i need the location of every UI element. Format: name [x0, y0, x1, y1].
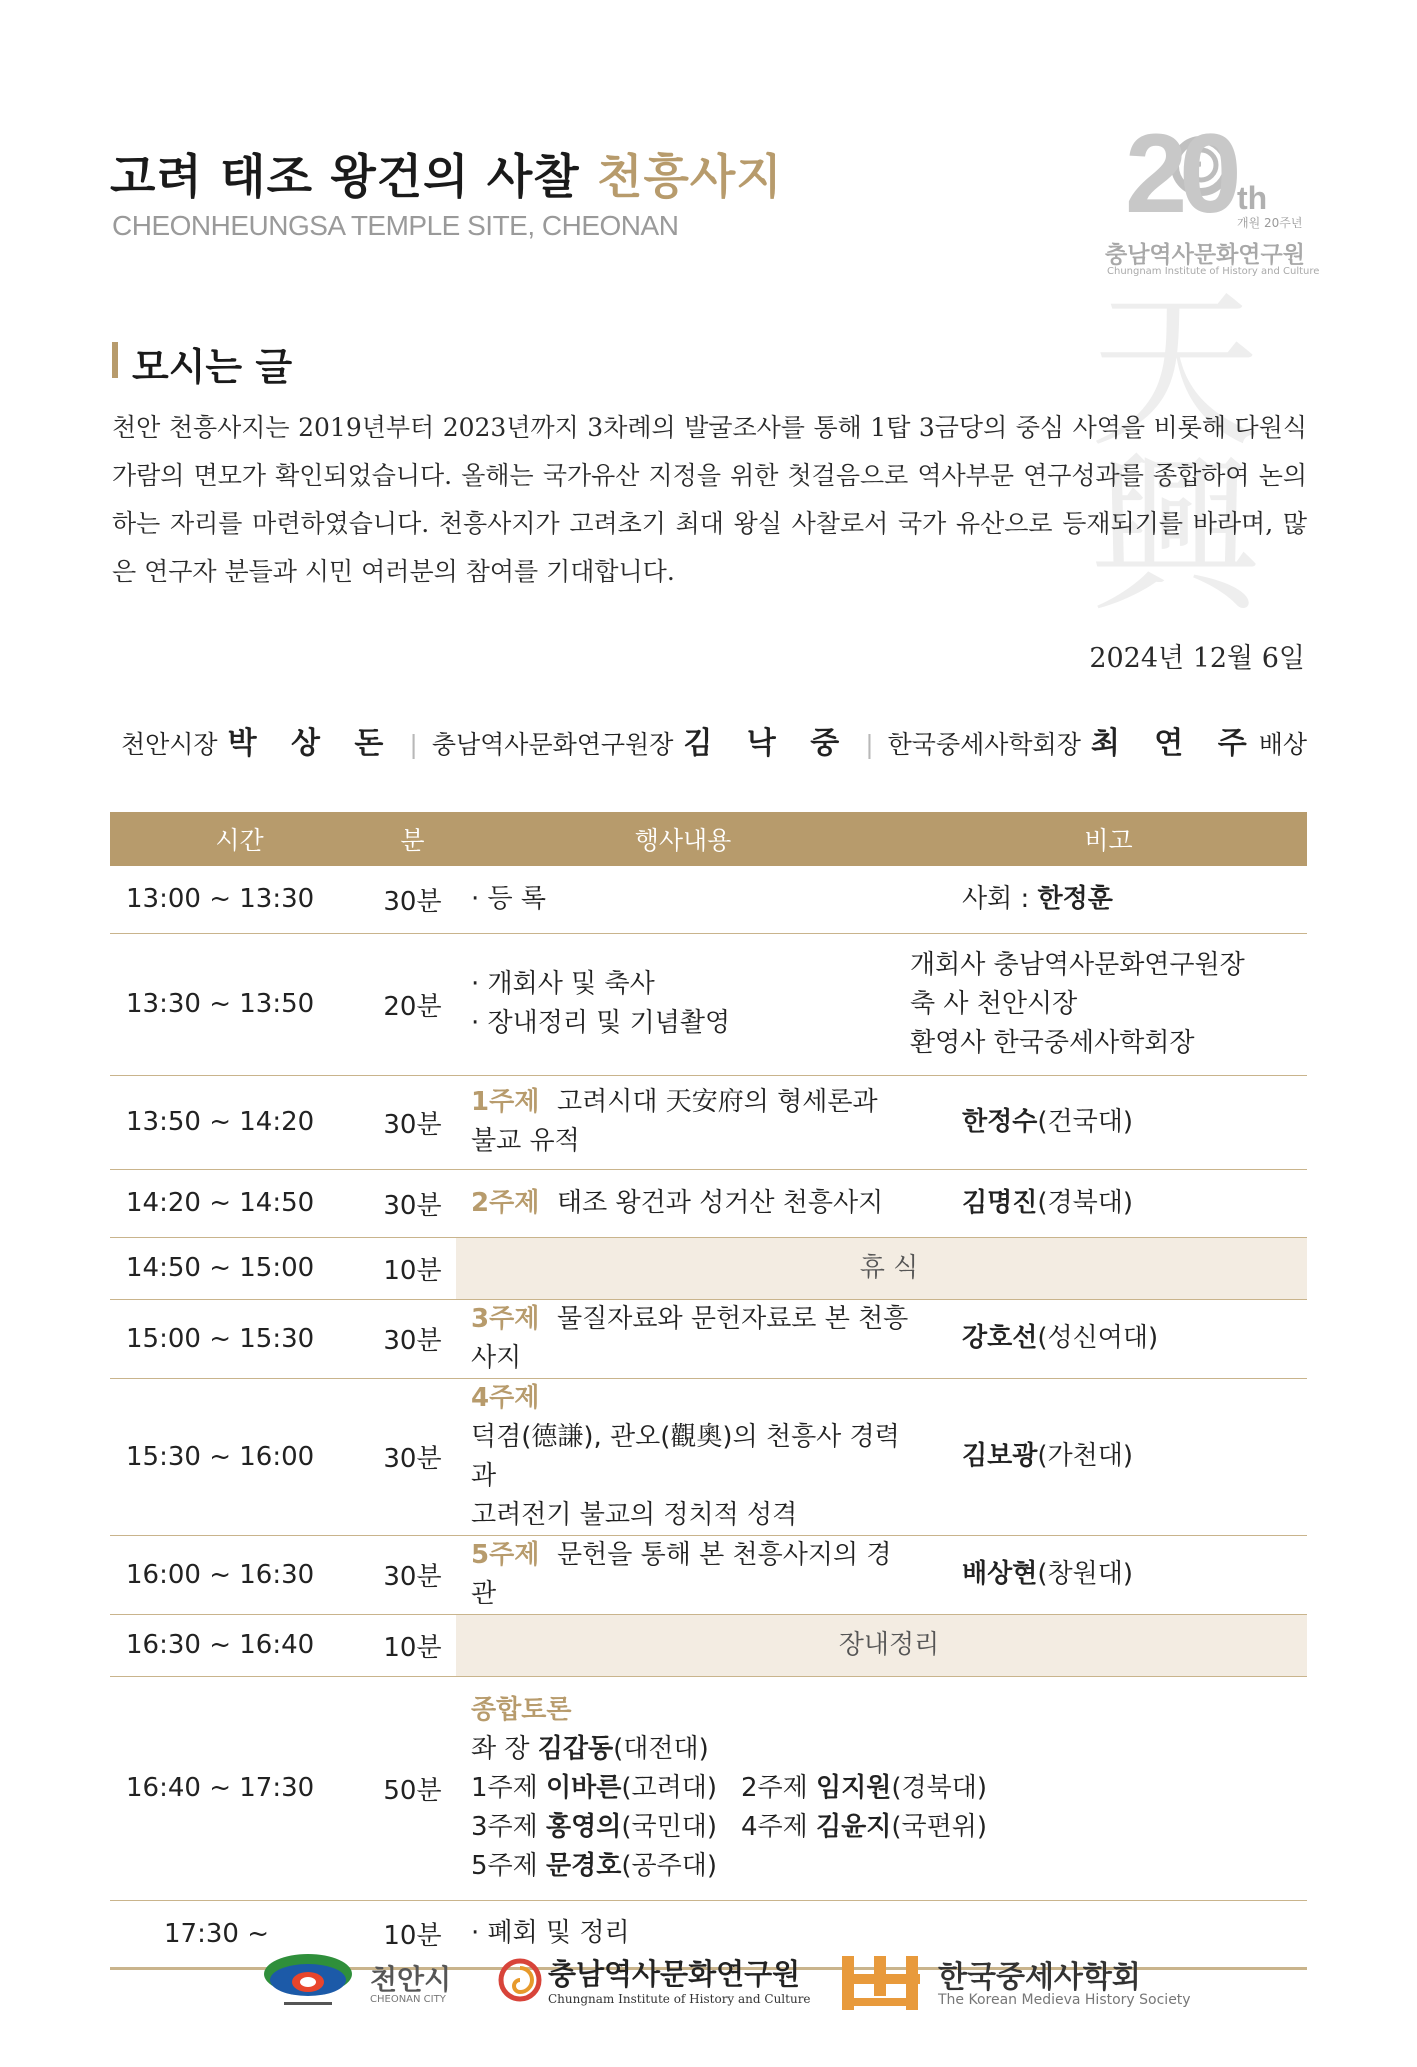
- topic-title: 물질자료와 문헌자료로 본 천흥사지: [471, 1303, 909, 1373]
- panelist: [471, 1851, 717, 1881]
- header-note: 비고: [910, 812, 1307, 866]
- table-row: [110, 1299, 1307, 1378]
- row-time: 14:20 ~ 14:50: [110, 1169, 369, 1237]
- speaker-affiliation: (경북대): [1037, 1187, 1133, 1218]
- row-minutes: 30분: [369, 866, 456, 933]
- discussion-row: [471, 1847, 1307, 1886]
- chungnam-emblem-icon: [498, 1958, 542, 2002]
- anniversary-label: 개원 20주년: [1237, 216, 1303, 230]
- signer-name: 김 낙 중: [683, 726, 852, 761]
- panelist-name: 이바른: [546, 1772, 622, 1803]
- greeting-date: 2024년 12월 6일: [1089, 643, 1305, 674]
- signer-role: 충남역사문화연구원장: [431, 730, 674, 759]
- note-line: 환영사 한국중세사학회장: [910, 1027, 1195, 1058]
- closing: 배상: [1258, 730, 1307, 759]
- panelist-label: 5주제: [471, 1850, 547, 1881]
- panelist-affiliation: (국민대): [621, 1811, 718, 1842]
- speaker-name: 김명진: [962, 1187, 1038, 1218]
- row-note: [910, 866, 1307, 933]
- row-note: [910, 933, 1307, 1075]
- table-row: [110, 933, 1307, 1075]
- discussion-panel: [456, 1676, 1307, 1900]
- cheonan-logo-text: 천안시: [370, 1963, 452, 1996]
- greeting-body: 천안 천흥사지는 2019년부터 2023년까지 3차례의 발굴조사를 통해 1탑 3금당의 중심 사역을 비롯해 다원식 가람의 면모가 확인되었습니다. 올해는 국가유산 지정을 위한 첫걸음으로 역사부문 연구성과를 종합하여 논의하는 자리를 마련하였습니다. 천흥사지가 고려초기 최대 왕실 사찰로서 국가 유산으로 등재되기를 바라며, 많은 연구자 분들과 시민 여러분의 참여를 기대합니다.: [112, 413, 1307, 586]
- row-minutes: 30분: [369, 1378, 456, 1535]
- signer-name: 최 연 주: [1090, 726, 1259, 761]
- chungnam-logo-en: Chungnam Institute of History and Culture: [548, 1992, 811, 2006]
- society-emblem-icon: [840, 1952, 922, 2014]
- table-row: [110, 1378, 1307, 1535]
- row-minutes: 10분: [369, 1900, 456, 1968]
- speaker-name: 배상현: [962, 1559, 1038, 1589]
- panelist: [741, 1812, 987, 1842]
- panelist-affiliation: (경북대): [891, 1772, 988, 1803]
- panelist: [741, 1773, 987, 1803]
- row-activity: [456, 1169, 910, 1237]
- row-minutes: 50분: [369, 1676, 456, 1900]
- calligraphy-watermark: 天 興: [1089, 273, 1260, 636]
- row-time: 16:00 ~ 16:30: [110, 1535, 369, 1614]
- page-subtitle: CHEONHEUNGSA TEMPLE SITE, CHEONAN: [112, 210, 679, 241]
- anniversary-th: th: [1237, 180, 1268, 216]
- discussion-chair: [471, 1730, 1307, 1769]
- panelist-affiliation: (공주대): [621, 1850, 718, 1881]
- row-time: 16:40 ~ 17:30: [110, 1676, 369, 1900]
- header-activity: 행사내용: [456, 812, 910, 866]
- table-row: [110, 1075, 1307, 1169]
- panelist-label: 2주제: [741, 1772, 817, 1803]
- break-label: 장내정리: [456, 1614, 1307, 1676]
- anniversary-number: 20: [1125, 111, 1234, 236]
- speaker-affiliation: (건국대): [1037, 1106, 1133, 1137]
- row-time: 15:00 ~ 15:30: [110, 1299, 369, 1378]
- divider: |: [865, 730, 874, 759]
- speaker-affiliation: (창원대): [1037, 1559, 1133, 1589]
- institute-name-en: Chungnam Institute of History and Culture: [1107, 266, 1320, 277]
- discussion-row: [471, 1808, 1307, 1847]
- note-person: 한정훈: [1037, 883, 1113, 914]
- section-heading-text: 모시는 글: [132, 345, 293, 389]
- row-time: 13:30 ~ 13:50: [110, 933, 369, 1075]
- signer-role: 천안시장: [120, 730, 218, 759]
- title-highlight: 천흥사지: [597, 150, 783, 205]
- topic-tag: 5주제: [471, 1539, 540, 1570]
- table-row-break: [110, 1237, 1307, 1299]
- row-note: [910, 1378, 1307, 1535]
- break-label: 휴 식: [456, 1237, 1307, 1299]
- panelist-label: 4주제: [741, 1811, 817, 1842]
- row-activity: · 폐회 및 정리: [456, 1900, 1307, 1968]
- signer-role: 한국중세사학회장: [887, 730, 1081, 759]
- panelist: [471, 1769, 741, 1808]
- cheonan-emblem-icon: [262, 1952, 354, 2012]
- topic-title: 고려시대 天安府의 형세론과 불교 유적: [471, 1087, 878, 1156]
- title-main: 고려 태조 왕건의 사찰: [110, 150, 598, 205]
- row-activity: [456, 1535, 910, 1614]
- page-title: [110, 140, 783, 207]
- row-minutes: 20분: [369, 933, 456, 1075]
- row-time: 16:30 ~ 16:40: [110, 1614, 369, 1676]
- panelist-label: 1주제: [471, 1772, 547, 1803]
- panelist-affiliation: (국편위): [891, 1811, 988, 1842]
- topic-tag: 3주제: [471, 1303, 540, 1334]
- header-minutes: 분: [369, 812, 456, 866]
- row-activity: [456, 1299, 910, 1378]
- cheonan-logo-en: CHEONAN CITY: [370, 1994, 446, 2005]
- society-logo-text: 한국중세사학회: [938, 1960, 1141, 1995]
- panelist-name: 문경호: [546, 1850, 622, 1881]
- row-time: 15:30 ~ 16:00: [110, 1378, 369, 1535]
- panelist-label: 3주제: [471, 1811, 547, 1842]
- chungnam-logo-text: 충남역사문화연구원: [548, 1957, 801, 1991]
- speaker-affiliation: (성신여대): [1037, 1323, 1159, 1353]
- note-prefix: 사회 :: [962, 883, 1038, 914]
- panelist: [471, 1808, 741, 1847]
- row-minutes: 30분: [369, 1535, 456, 1614]
- panelist-affiliation: (고려대): [621, 1772, 718, 1803]
- institute-name: 충남역사문화연구원: [1105, 242, 1305, 268]
- activity-line: · 개회사 및 축사: [471, 969, 655, 999]
- row-time: 13:50 ~ 14:20: [110, 1075, 369, 1169]
- topic-title: 문헌을 통해 본 천흥사지의 경관: [471, 1539, 892, 1609]
- discussion-title: 종합토론: [471, 1694, 572, 1725]
- society-logo-en: The Korean Medieva History Society: [938, 1992, 1191, 2008]
- chair-name: 김갑동: [537, 1733, 614, 1764]
- speaker-name: 김보광: [962, 1441, 1038, 1471]
- panelist-name: 김윤지: [816, 1811, 892, 1842]
- speaker-affiliation: (가천대): [1037, 1441, 1133, 1471]
- table-row: [110, 1676, 1307, 1900]
- row-activity: · 등 록: [456, 866, 910, 933]
- row-time: 14:50 ~ 15:00: [110, 1237, 369, 1299]
- row-minutes: 30분: [369, 1299, 456, 1378]
- row-minutes: 30분: [369, 1075, 456, 1169]
- anniversary-logo: [1105, 111, 1320, 278]
- speaker-name: 강호선: [962, 1323, 1038, 1353]
- signer-name: 박 상 돈: [227, 726, 396, 761]
- table-header-row: [110, 812, 1307, 866]
- speaker-name: 한정수: [962, 1106, 1038, 1137]
- row-note: [910, 1075, 1307, 1169]
- panelist-name: 임지원: [816, 1772, 892, 1803]
- signature-line: [121, 718, 1307, 762]
- table-row: [110, 866, 1307, 933]
- activity-line: · 장내정리 및 기념촬영: [471, 1008, 731, 1038]
- panelist-name: 홍영의: [546, 1811, 622, 1842]
- topic-title-line: 덕겸(德謙), 관오(觀奧)의 천흥사 경력과: [471, 1421, 900, 1491]
- row-minutes: 10분: [369, 1614, 456, 1676]
- row-minutes: 30분: [369, 1169, 456, 1237]
- table-row: [110, 1169, 1307, 1237]
- row-time: 17:30 ~: [110, 1900, 369, 1968]
- discussion-row: [471, 1769, 1307, 1808]
- section-heading: [110, 336, 292, 391]
- topic-title: 태조 왕건과 성거산 천흥사지: [557, 1187, 884, 1218]
- row-note: [910, 1535, 1307, 1614]
- topic-title-line: 고려전기 불교의 정치적 성격: [471, 1499, 798, 1530]
- topic-tag: 1주제: [471, 1087, 540, 1117]
- row-minutes: 10분: [369, 1237, 456, 1299]
- row-note: [910, 1299, 1307, 1378]
- chair-affiliation: (대전대): [613, 1733, 709, 1764]
- row-note: [910, 1169, 1307, 1237]
- divider: |: [409, 730, 418, 759]
- chair-label: 좌 장: [471, 1733, 538, 1764]
- table-row: [110, 1535, 1307, 1614]
- row-activity: [456, 933, 910, 1075]
- row-activity: [456, 1378, 910, 1535]
- topic-tag: 4주제: [471, 1382, 540, 1413]
- table-row-break: [110, 1614, 1307, 1676]
- row-time: 13:00 ~ 13:30: [110, 866, 369, 933]
- topic-tag: 2주제: [471, 1187, 540, 1218]
- header-time: 시간: [110, 812, 369, 866]
- schedule-table: [110, 812, 1307, 1970]
- note-line: 개회사 충남역사문화연구원장: [910, 949, 1245, 980]
- row-activity: [456, 1075, 910, 1169]
- note-line: 축 사 천안시장: [910, 988, 1078, 1019]
